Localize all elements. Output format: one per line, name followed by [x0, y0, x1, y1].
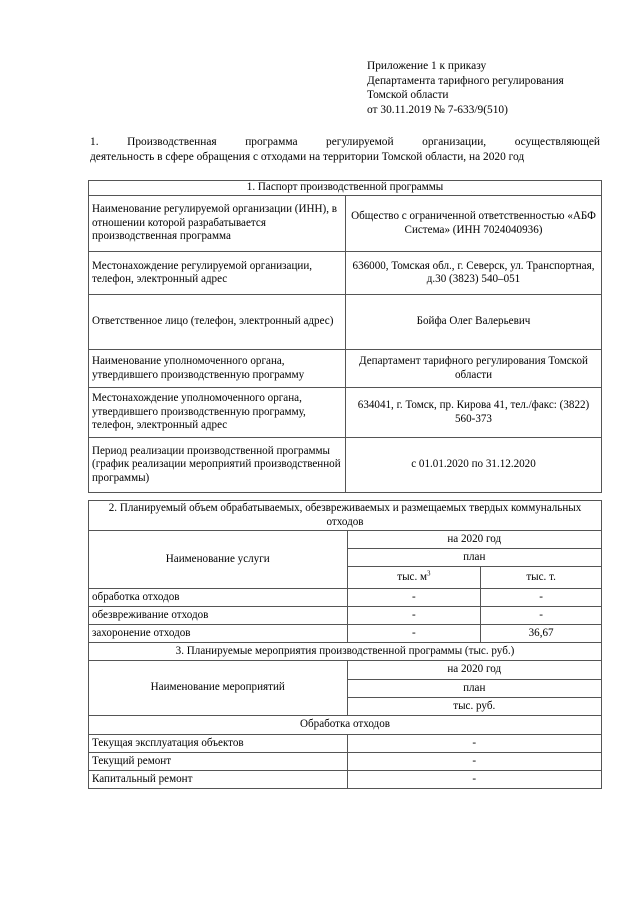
passport-value: 634041, г. Томск, пр. Кирова 41, тел./факс: (3822) 560-373: [346, 388, 602, 438]
passport-value: с 01.01.2020 по 31.12.2020: [346, 438, 602, 493]
program-heading: [90, 135, 600, 164]
passport-value: Общество с ограниченной ответственностью «АБФ Система» (ИНН 7024040936): [346, 196, 602, 252]
measures-unit-header: тыс. руб.: [347, 698, 601, 716]
passport-label: Наименование уполномоченного органа, утвердившего производственную программу: [89, 350, 346, 388]
service-name: обезвреживание отходов: [89, 607, 348, 625]
appendix-line: Томской области: [367, 89, 449, 102]
measures-plan-header: план: [347, 680, 601, 698]
volume-and-measures-table: [88, 500, 602, 789]
unit-cubic-exponent: 3: [427, 569, 431, 578]
service-name: обработка отходов: [89, 589, 348, 607]
unit-cubic-label: тыс. м: [397, 570, 428, 583]
measures-name-header: Наименование мероприятий: [89, 661, 348, 716]
measure-name: Текущая эксплуатация объектов: [89, 735, 348, 753]
appendix-line: Департамента тарифного регулирования: [367, 74, 564, 87]
passport-label: Ответственное лицо (телефон, электронный адрес): [89, 295, 346, 350]
measure-value: -: [347, 753, 601, 771]
passport-label: Наименование регулируемой организации (ИНН), в отношении которой разрабатывается производственная программа: [89, 196, 346, 252]
heading-line: 1. Производственная программа регулируемой организации, осуществляющей: [90, 136, 600, 148]
appendix-block: [367, 59, 564, 117]
measure-name: Текущий ремонт: [89, 753, 348, 771]
passport-label: Период реализации производственной программы (график реализации мероприятий производственной программы): [89, 438, 346, 493]
year-header: на 2020 год: [347, 531, 601, 549]
passport-value: Департамент тарифного регулирования Томской области: [346, 350, 602, 388]
service-value: 36,67: [481, 625, 602, 643]
passport-table: [88, 180, 602, 493]
passport-value: Бойфа Олег Валерьевич: [346, 295, 602, 350]
appendix-line: от 30.11.2019 № 7-633/9(510): [367, 103, 508, 116]
service-name: захоронение отходов: [89, 625, 348, 643]
measure-name: Капитальный ремонт: [89, 771, 348, 789]
passport-label: Местонахождение регулируемой организации, телефон, электронный адрес: [89, 252, 346, 295]
service-value: -: [347, 607, 481, 625]
appendix-line: Приложение 1 к приказу: [367, 60, 487, 72]
volume-title: 2. Планируемый объем обрабатываемых, обезвреживаемых и размещаемых твердых коммунальных отходов: [89, 501, 602, 531]
heading-line: деятельность в сфере обращения с отходами на территории Томской области, на 2020 год: [90, 150, 525, 163]
unit-cubic-header: [347, 567, 481, 589]
passport-value: 636000, Томская обл., г. Северск, ул. Транспортная, д.30 (3823) 540–051: [346, 252, 602, 295]
unit-tons-header: тыс. т.: [481, 567, 602, 589]
service-value: -: [347, 625, 481, 643]
measures-title: 3. Планируемые мероприятия производственной программы (тыс. руб.): [89, 643, 602, 661]
measures-year-header: на 2020 год: [347, 661, 601, 680]
service-header: Наименование услуги: [89, 531, 348, 589]
measure-value: -: [347, 735, 601, 753]
passport-title: 1. Паспорт производственной программы: [89, 181, 602, 196]
passport-label: Местонахождение уполномоченного органа, утвердившего производственную программу, телефон, электронный адрес: [89, 388, 346, 438]
measure-value: -: [347, 771, 601, 789]
service-value: -: [481, 589, 602, 607]
measures-section: Обработка отходов: [89, 716, 602, 735]
service-value: -: [347, 589, 481, 607]
plan-header: план: [347, 549, 601, 567]
service-value: -: [481, 607, 602, 625]
